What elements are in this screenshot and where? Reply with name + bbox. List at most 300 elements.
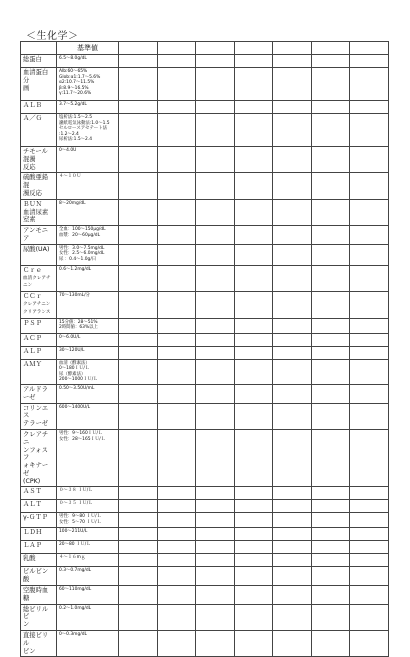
empty-entry-cell: [119, 244, 158, 265]
test-name-cell: [21, 528, 57, 541]
empty-entry-cell: [157, 359, 196, 384]
empty-entry-cell: [311, 567, 350, 586]
empty-entry-cell: [157, 567, 196, 586]
empty-entry-cell: [119, 292, 158, 318]
empty-entry-cell: [350, 359, 389, 384]
table-row: [21, 173, 389, 199]
table-row: [21, 346, 389, 359]
table-body: [21, 55, 389, 657]
reference-value-text: 全血：100〜150μg/dL: [59, 227, 106, 233]
empty-entry-cell: [311, 541, 350, 554]
reference-value-cell: [57, 147, 119, 173]
empty-entry-cell: [273, 429, 312, 487]
empty-entry-cell: [119, 173, 158, 199]
empty-entry-cell: [311, 346, 350, 359]
empty-entry-cell: [157, 55, 196, 68]
empty-entry-cell: [273, 541, 312, 554]
empty-entry-cell: [350, 384, 389, 403]
empty-entry-cell: [273, 631, 312, 657]
reference-value-text: 尿 ：0.4〜1.0g/日: [59, 256, 97, 262]
empty-entry-cell: [234, 101, 273, 114]
reference-value-cell: [57, 528, 119, 541]
empty-entry-cell: [311, 528, 350, 541]
table-row: [21, 101, 389, 114]
header-empty-cell: [350, 42, 389, 55]
header-ref-cell: 基準値: [57, 42, 119, 55]
empty-entry-cell: [119, 541, 158, 554]
test-name-cell: [21, 173, 57, 199]
empty-entry-cell: [350, 567, 389, 586]
test-name-text: ＰＳＰ: [23, 319, 42, 327]
reference-table: [20, 41, 389, 657]
test-name-text: ＡＳＴ: [23, 488, 42, 496]
reference-value-text: 濾紙電気泳動法:1.0〜1.5: [59, 120, 110, 126]
empty-entry-cell: [196, 318, 235, 333]
reference-value-text: 0.50〜3.50U/mL: [59, 385, 95, 391]
empty-entry-cell: [119, 403, 158, 429]
reference-value-cell: [57, 429, 119, 487]
empty-entry-cell: [234, 500, 273, 513]
empty-entry-cell: [196, 68, 235, 101]
table-row: [21, 541, 389, 554]
empty-entry-cell: [157, 292, 196, 318]
empty-entry-cell: [196, 631, 235, 657]
table-row: [21, 586, 389, 605]
empty-entry-cell: [196, 604, 235, 630]
test-name-cell: [21, 333, 57, 346]
empty-entry-cell: [350, 513, 389, 528]
empty-entry-cell: [311, 292, 350, 318]
reference-value-text: Alb:60〜65%: [59, 69, 88, 74]
test-name-text: ＬＡＰ: [23, 542, 42, 550]
reference-value-text: 100〜211U/L: [59, 529, 88, 535]
empty-entry-cell: [119, 429, 158, 487]
test-name-cell: [21, 513, 57, 528]
empty-entry-cell: [234, 528, 273, 541]
empty-entry-cell: [119, 68, 158, 101]
test-name-cell: [21, 631, 57, 657]
table-row: [21, 359, 389, 384]
reference-value-text: γ:11.7〜20.6%: [59, 91, 92, 97]
empty-entry-cell: [311, 114, 350, 147]
empty-entry-cell: [273, 403, 312, 429]
reference-value-text: β:8.9〜16.5%: [59, 85, 89, 91]
empty-entry-cell: [350, 114, 389, 147]
empty-entry-cell: [234, 346, 273, 359]
header-name-cell: [21, 42, 57, 55]
empty-entry-cell: [350, 528, 389, 541]
empty-entry-cell: [119, 359, 158, 384]
empty-entry-cell: [234, 384, 273, 403]
empty-entry-cell: [234, 244, 273, 265]
empty-entry-cell: [157, 244, 196, 265]
table-row: [21, 147, 389, 173]
empty-entry-cell: [157, 513, 196, 528]
empty-entry-cell: [157, 265, 196, 291]
empty-entry-cell: [157, 226, 196, 245]
empty-entry-cell: [350, 554, 389, 567]
empty-entry-cell: [311, 333, 350, 346]
empty-entry-cell: [157, 554, 196, 567]
empty-entry-cell: [157, 604, 196, 630]
empty-entry-cell: [350, 147, 389, 173]
empty-entry-cell: [119, 226, 158, 245]
reference-value-text: 0〜0.3mg/dL: [59, 632, 87, 638]
empty-entry-cell: [157, 173, 196, 199]
empty-entry-cell: [311, 55, 350, 68]
test-name-text: ンフォスフ: [23, 446, 48, 462]
test-name-cell: [21, 265, 57, 291]
empty-entry-cell: [350, 55, 389, 68]
reference-value-text: Glob:α1:1.7〜5.6%: [59, 74, 101, 80]
reference-value-text: 70〜130mL/分: [59, 293, 90, 299]
test-name-text: 血清蛋白分: [23, 69, 49, 84]
table-row: [21, 403, 389, 429]
empty-entry-cell: [273, 586, 312, 605]
reference-value-cell: [57, 359, 119, 384]
test-name-text: 反応: [23, 163, 36, 171]
table-row: [21, 528, 389, 541]
reference-value-cell: [57, 631, 119, 657]
table-row: [21, 68, 389, 101]
empty-entry-cell: [350, 226, 389, 245]
table-row: [21, 384, 389, 403]
empty-entry-cell: [157, 487, 196, 500]
empty-entry-cell: [350, 429, 389, 487]
empty-entry-cell: [234, 265, 273, 291]
test-name-text: ピルビン酸: [23, 568, 49, 584]
reference-value-cell: [57, 586, 119, 605]
reference-value-text: セルロースアセテート法: [59, 126, 108, 132]
empty-entry-cell: [157, 429, 196, 487]
empty-entry-cell: [350, 173, 389, 199]
empty-entry-cell: [234, 68, 273, 101]
empty-entry-cell: [119, 199, 158, 225]
empty-entry-cell: [119, 631, 158, 657]
test-name-text: 乳酸: [23, 555, 36, 563]
table-row: [21, 567, 389, 586]
empty-entry-cell: [196, 500, 235, 513]
test-name-text: コリンエス: [23, 404, 49, 420]
empty-entry-cell: [234, 199, 273, 225]
reference-value-text: 血清（酵素法）: [59, 360, 90, 366]
empty-entry-cell: [157, 68, 196, 101]
empty-entry-cell: [311, 265, 350, 291]
empty-entry-cell: [157, 586, 196, 605]
test-name-text: ＡＬＢ: [23, 102, 42, 109]
empty-entry-cell: [311, 384, 350, 403]
empty-entry-cell: [196, 567, 235, 586]
empty-entry-cell: [311, 318, 350, 333]
empty-entry-cell: [196, 403, 235, 429]
reference-value-cell: [57, 567, 119, 586]
reference-value-text: 3.7〜5.2g/dL: [59, 102, 87, 107]
reference-value-cell: [57, 384, 119, 403]
empty-entry-cell: [350, 604, 389, 630]
empty-entry-cell: [234, 487, 273, 500]
empty-entry-cell: [196, 541, 235, 554]
reference-value-cell: [57, 346, 119, 359]
empty-entry-cell: [350, 500, 389, 513]
test-name-text: 尿酸(UA): [23, 245, 50, 253]
empty-entry-cell: [273, 346, 312, 359]
reference-value-text: 0〜6.0U/L: [59, 334, 81, 340]
test-name-text: ＬＤＨ: [23, 529, 42, 537]
test-name-text: チモール混濁: [23, 148, 48, 163]
test-name-text: ＡＬＰ: [23, 347, 42, 355]
test-name-cell: [21, 68, 57, 101]
empty-entry-cell: [196, 528, 235, 541]
empty-entry-cell: [119, 114, 158, 147]
reference-value-cell: [57, 226, 119, 245]
reference-value-cell: [57, 292, 119, 318]
empty-entry-cell: [234, 173, 273, 199]
test-name-text: ォキナーゼ: [23, 462, 49, 477]
empty-entry-cell: [234, 114, 273, 147]
empty-entry-cell: [119, 101, 158, 114]
empty-entry-cell: [157, 384, 196, 403]
test-name-cell: [21, 244, 57, 265]
reference-value-text: 女性：2.5〜6.0mg/dL: [59, 251, 105, 257]
empty-entry-cell: [350, 541, 389, 554]
empty-entry-cell: [157, 541, 196, 554]
reference-value-cell: [57, 55, 119, 68]
empty-entry-cell: [119, 147, 158, 173]
test-name-text: ＢＵＮ: [23, 200, 42, 208]
test-name-cell: [21, 487, 57, 500]
reference-value-text: ４〜１６mｇ: [59, 555, 86, 561]
table-row: [21, 55, 389, 68]
reference-value-text: 20〜80 ＩＵ/Ｌ: [59, 542, 91, 548]
empty-entry-cell: [196, 586, 235, 605]
empty-entry-cell: [350, 346, 389, 359]
empty-entry-cell: [119, 487, 158, 500]
test-name-text: テラーゼ: [23, 420, 49, 428]
empty-entry-cell: [273, 265, 312, 291]
reference-value-text: 2時間値：63%以上: [59, 325, 98, 331]
reference-value-text: 15分値：28〜51%: [59, 319, 98, 325]
empty-entry-cell: [196, 114, 235, 147]
empty-entry-cell: [196, 346, 235, 359]
empty-entry-cell: [196, 384, 235, 403]
empty-entry-cell: [350, 265, 389, 291]
empty-entry-cell: [234, 359, 273, 384]
empty-entry-cell: [157, 199, 196, 225]
reference-value-text: 尿（酵素法）: [59, 371, 86, 377]
empty-entry-cell: [311, 631, 350, 657]
empty-entry-cell: [157, 114, 196, 147]
empty-entry-cell: [350, 318, 389, 333]
reference-value-cell: [57, 173, 119, 199]
empty-entry-cell: [350, 199, 389, 225]
test-name-cell: [21, 500, 57, 513]
empty-entry-cell: [273, 244, 312, 265]
empty-entry-cell: [119, 500, 158, 513]
empty-entry-cell: [350, 333, 389, 346]
empty-entry-cell: [196, 147, 235, 173]
table-row: [21, 226, 389, 245]
empty-entry-cell: [119, 567, 158, 586]
table-row: [21, 631, 389, 657]
reference-value-text: ０〜３５ ＩＵ/Ｌ: [59, 501, 93, 507]
test-name-text: 総ビリルビ: [23, 605, 49, 621]
empty-entry-cell: [119, 265, 158, 291]
empty-entry-cell: [234, 292, 273, 318]
table-row: [21, 265, 389, 291]
test-name-text: 画: [23, 84, 30, 92]
reference-value-cell: [57, 500, 119, 513]
empty-entry-cell: [196, 226, 235, 245]
empty-entry-cell: [234, 429, 273, 487]
test-name-text: 血清クレアチニン: [23, 275, 51, 289]
test-name-text: 空腹時血糖: [23, 587, 49, 602]
test-name-text: クレアチニン: [23, 301, 51, 307]
empty-entry-cell: [350, 101, 389, 114]
table-row: [21, 487, 389, 500]
table-row: [21, 500, 389, 513]
empty-entry-cell: [273, 500, 312, 513]
test-name-cell: [21, 359, 57, 384]
reference-value-cell: [57, 604, 119, 630]
empty-entry-cell: [234, 226, 273, 245]
test-name-text: クレアチニ: [23, 430, 49, 446]
empty-entry-cell: [273, 114, 312, 147]
reference-value-text: 0.3〜0.7mg/dL: [59, 568, 92, 574]
empty-entry-cell: [311, 199, 350, 225]
empty-entry-cell: [196, 199, 235, 225]
reference-value-text: 0.6〜1.2mg/dL: [59, 266, 92, 272]
empty-entry-cell: [157, 147, 196, 173]
test-name-text: 血清尿素窒素: [23, 208, 49, 224]
empty-entry-cell: [157, 346, 196, 359]
empty-entry-cell: [196, 244, 235, 265]
empty-entry-cell: [350, 487, 389, 500]
empty-entry-cell: [273, 359, 312, 384]
empty-entry-cell: [273, 567, 312, 586]
empty-entry-cell: [311, 429, 350, 487]
empty-entry-cell: [273, 554, 312, 567]
test-name-cell: [21, 554, 57, 567]
test-name-cell: [21, 384, 57, 403]
empty-entry-cell: [311, 513, 350, 528]
empty-entry-cell: [196, 554, 235, 567]
test-name-cell: [21, 604, 57, 630]
reference-value-cell: [57, 318, 119, 333]
empty-entry-cell: [196, 292, 235, 318]
empty-entry-cell: [273, 101, 312, 114]
empty-entry-cell: [157, 101, 196, 114]
table-row: [21, 199, 389, 225]
reference-value-text: ０〜３８ ＩＵ/Ｌ: [59, 488, 93, 494]
empty-entry-cell: [119, 55, 158, 68]
table-row: [21, 513, 389, 528]
empty-entry-cell: [119, 528, 158, 541]
test-name-text: 直接ビリル: [23, 632, 49, 647]
test-name-text: (CPK): [23, 477, 41, 485]
page-title: ＜生化学＞: [26, 31, 79, 42]
empty-entry-cell: [119, 554, 158, 567]
reference-value-text: 30〜120U/L: [59, 347, 85, 353]
empty-entry-cell: [234, 513, 273, 528]
empty-entry-cell: [273, 513, 312, 528]
reference-value-text: 600〜1400U/L: [59, 404, 91, 410]
empty-entry-cell: [157, 631, 196, 657]
table-row: [21, 604, 389, 630]
reference-value-text: 男性：9〜80 ＩＵ/Ｌ: [59, 514, 101, 520]
empty-entry-cell: [273, 292, 312, 318]
reference-value-cell: [57, 101, 119, 114]
table-row: [21, 114, 389, 147]
reference-value-text: α2:10.7〜11.5%: [59, 80, 95, 86]
header-empty-cell: [196, 42, 235, 55]
reference-value-cell: [57, 114, 119, 147]
empty-entry-cell: [311, 101, 350, 114]
empty-entry-cell: [311, 500, 350, 513]
empty-entry-cell: [311, 487, 350, 500]
empty-entry-cell: [234, 147, 273, 173]
empty-entry-cell: [234, 554, 273, 567]
reference-value-cell: [57, 68, 119, 101]
reference-value-text: ４〜１０Ｕ: [59, 174, 81, 180]
empty-entry-cell: [311, 226, 350, 245]
reference-value-text: 200〜1000ＩＵ/Ｌ: [59, 377, 98, 383]
empty-entry-cell: [196, 101, 235, 114]
test-name-text: ＣＣｒ: [23, 293, 42, 301]
empty-entry-cell: [196, 513, 235, 528]
empty-entry-cell: [234, 604, 273, 630]
test-name-text: 濁反応: [23, 189, 42, 197]
empty-entry-cell: [273, 173, 312, 199]
table-row: [21, 318, 389, 333]
reference-value-text: 塩析法:1.5〜2.5: [59, 115, 93, 120]
reference-value-cell: [57, 199, 119, 225]
test-name-cell: [21, 101, 57, 114]
test-name-cell: [21, 114, 57, 147]
test-name-text: アンモニア: [23, 227, 48, 242]
empty-entry-cell: [350, 292, 389, 318]
empty-entry-cell: [196, 333, 235, 346]
empty-entry-cell: [157, 333, 196, 346]
empty-entry-cell: [311, 403, 350, 429]
test-name-text: ＡＣＰ: [23, 334, 42, 342]
test-name-cell: [21, 55, 57, 68]
empty-entry-cell: [273, 318, 312, 333]
empty-entry-cell: [157, 318, 196, 333]
table-row: [21, 333, 389, 346]
empty-entry-cell: [273, 147, 312, 173]
empty-entry-cell: [234, 55, 273, 68]
test-name-cell: [21, 199, 57, 225]
empty-entry-cell: [234, 631, 273, 657]
header-empty-cell: [119, 42, 158, 55]
empty-entry-cell: [196, 265, 235, 291]
empty-entry-cell: [311, 173, 350, 199]
table-row: [21, 554, 389, 567]
empty-entry-cell: [273, 528, 312, 541]
table-header-row: [21, 42, 389, 55]
empty-entry-cell: [119, 318, 158, 333]
test-name-text: ＡＬＴ: [23, 501, 42, 509]
reference-value-cell: [57, 333, 119, 346]
test-name-text: ン: [23, 621, 30, 629]
test-name-cell: [21, 586, 57, 605]
table-row: [21, 292, 389, 318]
header-empty-cell: [157, 42, 196, 55]
empty-entry-cell: [311, 147, 350, 173]
test-name-cell: [21, 226, 57, 245]
empty-entry-cell: [157, 528, 196, 541]
test-name-text: γ-ＧＴＰ: [23, 514, 48, 522]
